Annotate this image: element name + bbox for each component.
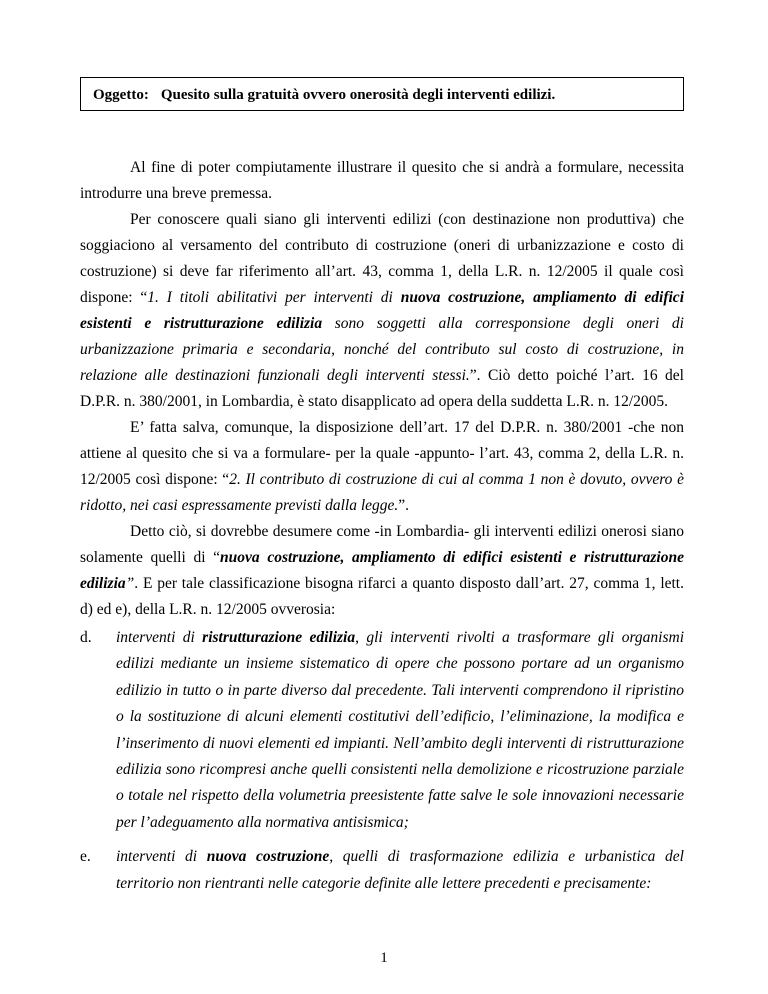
paragraph-conclusion (80, 519, 684, 623)
quote-art43-c2: 2. Il contributo di costruzione di cui al comma 1 non è dovuto, ovvero è ridotto, nei casi espressamente previsti dalla legge. (80, 471, 684, 514)
list-item-pre: interventi di (116, 629, 203, 646)
list-item (80, 844, 684, 897)
document-body (80, 155, 684, 897)
list-item-term: ristrutturazione edilizia (202, 629, 356, 646)
paragraph-premise (80, 207, 684, 415)
quote-onerous-interventions: nuova costruzione, ampliamento di edifici esistenti e ristrutturazione edilizia (80, 549, 684, 592)
paragraph-premise-text: Per conoscere quali siano gli interventi edilizi (con destinazione non produttiva) che soggiaciono al versamento del contributo di costruzione (oneri di urbanizzazione e costo di costruzione) si deve far riferimento all’art. 43, comma 1, della L.R. n. 12/2005 il quale così dispone: “ (80, 211, 684, 306)
list-item-text: , gli interventi rivolti a trasformare gli organismi edilizi mediante un insieme sistematico di opere che possono portare ad un organismo edilizio in tutto o in parte diverso dal precedente. Tali interventi comprendono il ripristino o la sostituzione di alcuni elementi costitutivi dell’edificio, l’eliminazione, la modifica e l’inserimento di nuovi elementi ed impianti. Nell’ambito degli interventi di ristrutturazione edilizia sono ricompresi anche quelli consistenti nella demolizione e ricostruzione parziale o totale nel rispetto della volumetria preesistente fatte salve le sole innovazioni necessarie per l’adeguamento alla normativa antisismica; (116, 629, 685, 831)
subject-box (80, 77, 684, 111)
paragraph-exception-tail: ”. (398, 497, 410, 514)
list-item (80, 625, 684, 836)
page-number: 1 (380, 950, 388, 966)
list-item-pre: interventi di (116, 848, 207, 866)
paragraph-conclusion-text: Detto ciò, si dovrebbe desumere come -in Lombardia- gli interventi edilizi onerosi siano solamente quelli di “ (80, 523, 684, 566)
quote-art43-c1-start: 1. I titoli abilitativi per interventi di (147, 289, 401, 306)
quote-art43-c1-bold: nuova costruzione, ampliamento di edifici esistenti e ristrutturazione edilizia (80, 289, 684, 332)
paragraph-conclusion-tail: . E per tale classificazione bisogna rifarci a quanto disposto dall’art. 27, comma 1, lett. d) ed e), della L.R. n. 12/2005 ovverosia: (80, 575, 684, 618)
paragraph-exception (80, 415, 684, 519)
quote-art43-c1-end: sono soggetti alla corresponsione degli oneri di urbanizzazione primaria e secondaria, nonché del contributo sul costo di costruzione, in relazione alle destinazioni funzionali degli interventi stessi. (80, 315, 684, 384)
list-item-text: , quelli di trasformazione edilizia e urbanistica del territorio non rientranti nelle categorie definite alle lettere precedenti e precisamente: (116, 848, 684, 892)
subject-label: Oggetto: (93, 87, 149, 103)
list-item-marker: e. (80, 848, 91, 866)
list-item-marker: d. (80, 629, 92, 646)
subject-title: Quesito sulla gratuità ovvero onerosità degli interventi edilizi. (160, 87, 556, 103)
list-item-term: nuova costruzione (206, 848, 330, 866)
quote-close: ” (125, 575, 135, 592)
paragraph-premise-tail: ”. Ciò detto poiché l’art. 16 del D.P.R. n. 380/2001, in Lombardia, è stato disapplicato ad opera della suddetta L.R. n. 12/2005. (80, 367, 684, 410)
paragraph-intro: Al fine di poter compiutamente illustrare il quesito che si andrà a formulare, necessita introdurre una breve premessa. (80, 159, 684, 202)
paragraph-exception-text: E’ fatta salva, comunque, la disposizione dell’art. 17 del D.P.R. n. 380/2001 -che non attiene al quesito che si va a formulare- per la quale -appunto- l’art. 43, comma 2, della L.R. n. 12/2005 così dispone: “ (80, 419, 684, 488)
